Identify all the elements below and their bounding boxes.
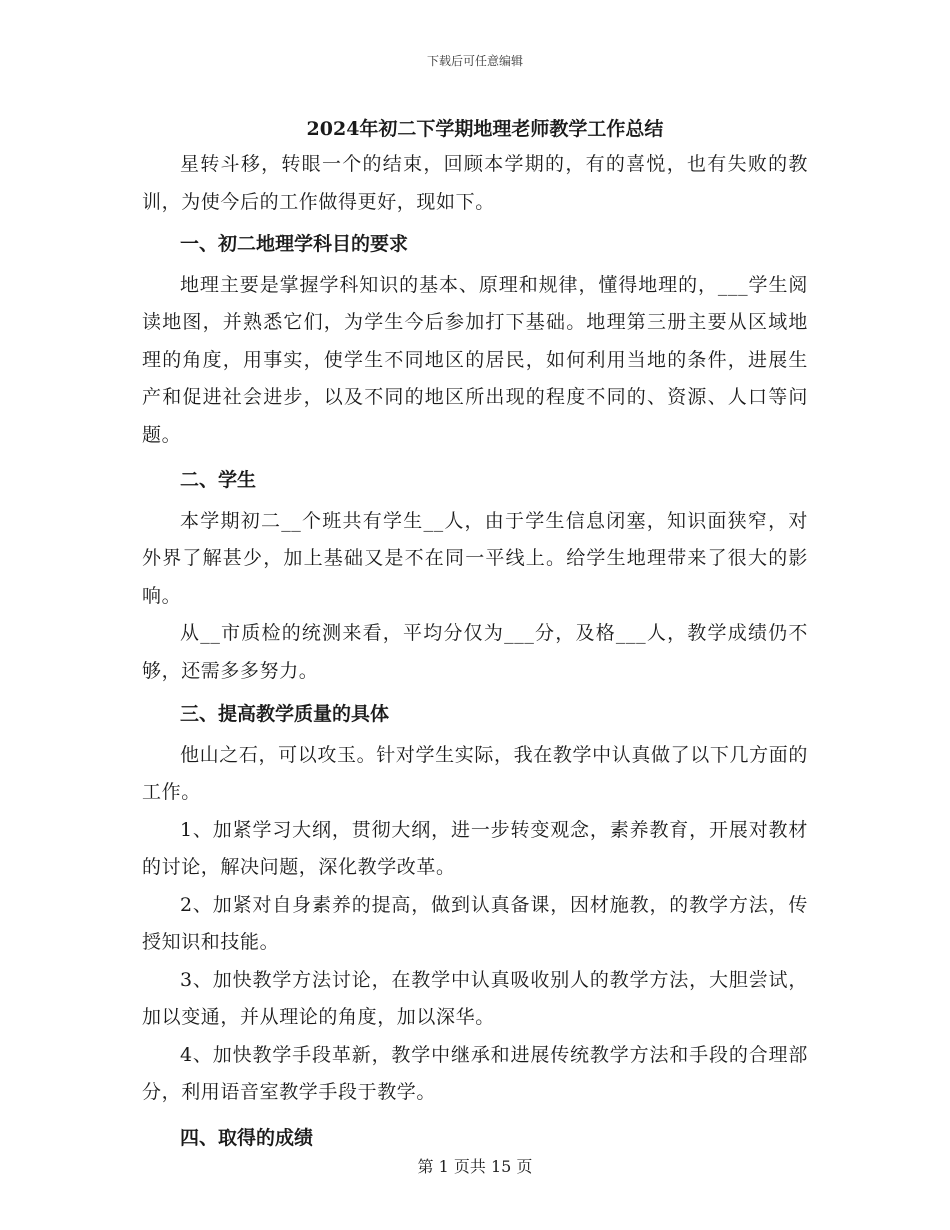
page-number: 第 1 页共 15 页 — [417, 1157, 533, 1176]
list-item-measure-2: 2、加紧对自身素养的提高，做到认真备课，因材施教，的教学方法，传授知识和技能。 — [142, 893, 808, 953]
paragraph-students-overview: 本学期初二__个班共有学生__人，由于学生信息闭塞，知识面狭窄，对外界了解甚少，加上基础又是不在同一平线上。给学生地理带来了很大的影响。 — [142, 509, 808, 607]
paragraph-students-scores: 从__市质检的统测来看，平均分仅为___分，及格___人，教学成绩仍不够，还需多多努力。 — [142, 622, 808, 682]
list-item-measure-1: 1、加紧学习大纲，贯彻大纲，进一步转变观念，素养教育，开展对教材的讨论，解决问题，深化教学改革。 — [142, 818, 808, 878]
paragraph-measures-intro: 他山之石，可以攻玉。针对学生实际，我在教学中认真做了以下几方面的工作。 — [142, 743, 808, 803]
paragraph-objectives: 地理主要是掌握学科知识的基本、原理和规律，懂得地理的，___学生阅读地图，并熟悉它们，为学生今后参加打下基础。地理第三册主要从区域地理的角度，用事实，使学生不同地区的居民，如何利用当地的条件，进展生产和促进社会进步，以及不同的地区所出现的程度不同的、资源、人口等问题。 — [142, 273, 808, 446]
page-header: 下载后可任意编辑 — [426, 54, 523, 68]
intro-paragraph: 星转斗移，转眼一个的结束，回顾本学期的，有的喜悦，也有失败的教训，为使今后的工作做得更好，现如下。 — [142, 153, 808, 213]
document-body — [142, 112, 808, 1157]
list-item-measure-3: 3、加快教学方法讨论，在教学中认真吸收别人的教学方法，大胆尝试，加以变通，并从理论的角度，加以深华。 — [142, 968, 808, 1028]
section-heading-measures: 三、提高教学质量的具体 — [180, 703, 390, 725]
section-heading-achievements: 四、取得的成绩 — [180, 1126, 314, 1149]
section-heading-objectives: 一、初二地理学科目的要求 — [180, 233, 409, 255]
list-item-measure-4: 4、加快教学手段革新，教学中继承和进展传统教学方法和手段的合理部分，利用语音室教学手段于教学。 — [142, 1043, 808, 1103]
document-title: 2024年初二下学期地理老师教学工作总结 — [306, 118, 664, 140]
section-heading-students: 二、学生 — [180, 469, 257, 491]
